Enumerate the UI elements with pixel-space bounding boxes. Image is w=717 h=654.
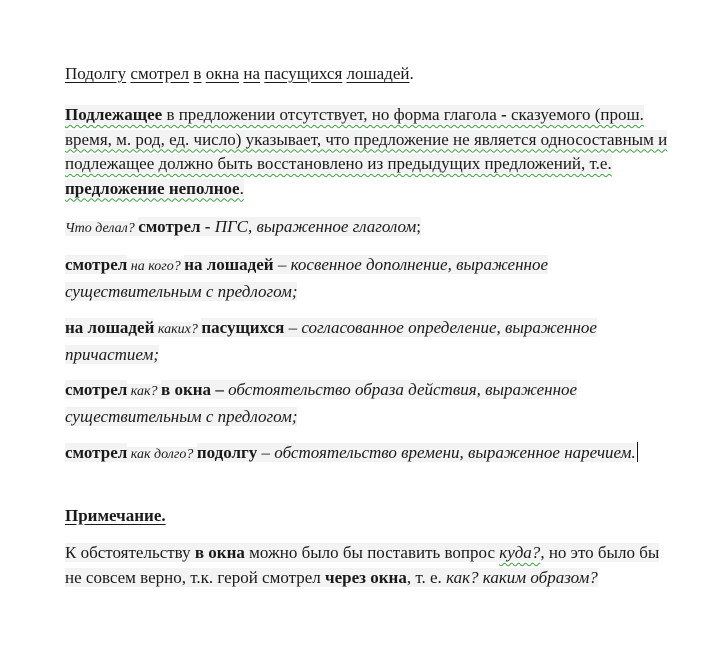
- paragraph-object: [65, 253, 625, 304]
- paragraph-text: , т. е.: [406, 567, 447, 587]
- explanation-text: ПГС, выраженное глаголом: [214, 217, 417, 236]
- note-heading: [65, 504, 691, 529]
- bold-term: смотрел -: [138, 217, 215, 236]
- paragraph-text-run: [65, 105, 667, 198]
- question-text: Что делал?: [65, 221, 139, 236]
- paragraph-text: , но это было бы не совсем верно, т.к. герой смотрел: [65, 543, 660, 587]
- question-text: как?: [127, 384, 162, 399]
- text-cursor: [637, 442, 639, 462]
- bold-term: смотрел: [65, 255, 128, 274]
- paragraph-text: сказуемого (прош. время, м. род, ед. число) указывает, что предложение не является односоставным и подлежащее должно быть восстановлено из предыдущих предложений, т.е.: [65, 105, 668, 173]
- dash: –: [211, 380, 229, 399]
- explanation-text: обстоятельство образа действия, выраженное существительным с предлогом;: [65, 380, 578, 426]
- title-word: Подолгу: [65, 64, 127, 83]
- paragraph-subject: [65, 103, 691, 201]
- bold-term: через окна: [325, 567, 407, 587]
- title-word: пасущихся: [264, 64, 343, 83]
- bold-term: пасущихся: [201, 318, 285, 337]
- bold-term: смотрел: [65, 380, 128, 399]
- question-text: как? каким образом?: [446, 567, 598, 587]
- title-period: .: [409, 64, 414, 83]
- explanation-text: – согласованное определение, выраженное причастием;: [65, 318, 597, 364]
- title-word: окна: [205, 64, 240, 83]
- paragraph-attribute: [65, 316, 665, 367]
- bold-term: Подлежащее: [65, 105, 163, 124]
- question-text: как долго?: [127, 447, 197, 462]
- explanation-text: – косвенное дополнение, выраженное существительным с предлогом;: [65, 255, 549, 301]
- bold-term: в окна: [194, 543, 245, 562]
- bold-term: на лошадей: [184, 255, 274, 274]
- paragraph-end: .: [239, 178, 244, 198]
- bold-term: на лошадей: [65, 318, 155, 337]
- title-word: на: [243, 64, 261, 83]
- title-word: в: [193, 64, 202, 83]
- paragraph-text: можно было бы поставить вопрос: [244, 543, 500, 562]
- title-word: смотрел: [130, 64, 190, 83]
- bold-term: в окна: [161, 380, 212, 399]
- question-text: куда?: [499, 543, 541, 562]
- bold-term: предложение неполное: [65, 178, 240, 198]
- bold-term: подолгу: [196, 443, 258, 462]
- paragraph-text: в предложении отсутствует, но форма глагола: [162, 105, 497, 124]
- paragraph-text: К обстоятельству: [65, 543, 195, 562]
- paragraph-manner: [65, 378, 655, 429]
- paragraph-note: [65, 541, 665, 590]
- note-heading-text: Примечание.: [65, 506, 166, 525]
- question-text: на кого?: [127, 259, 185, 274]
- question-text: каких?: [154, 322, 202, 337]
- paragraph-time: [65, 441, 691, 468]
- dash: -: [496, 105, 511, 124]
- title-word: лошадей: [346, 64, 410, 83]
- paragraph-end: ;: [416, 217, 421, 236]
- explanation-text: – обстоятельство времени, выраженное наречием.: [257, 443, 636, 462]
- bold-term: смотрел: [65, 443, 128, 462]
- sentence-title: [65, 62, 414, 87]
- paragraph-predicate: [65, 215, 691, 242]
